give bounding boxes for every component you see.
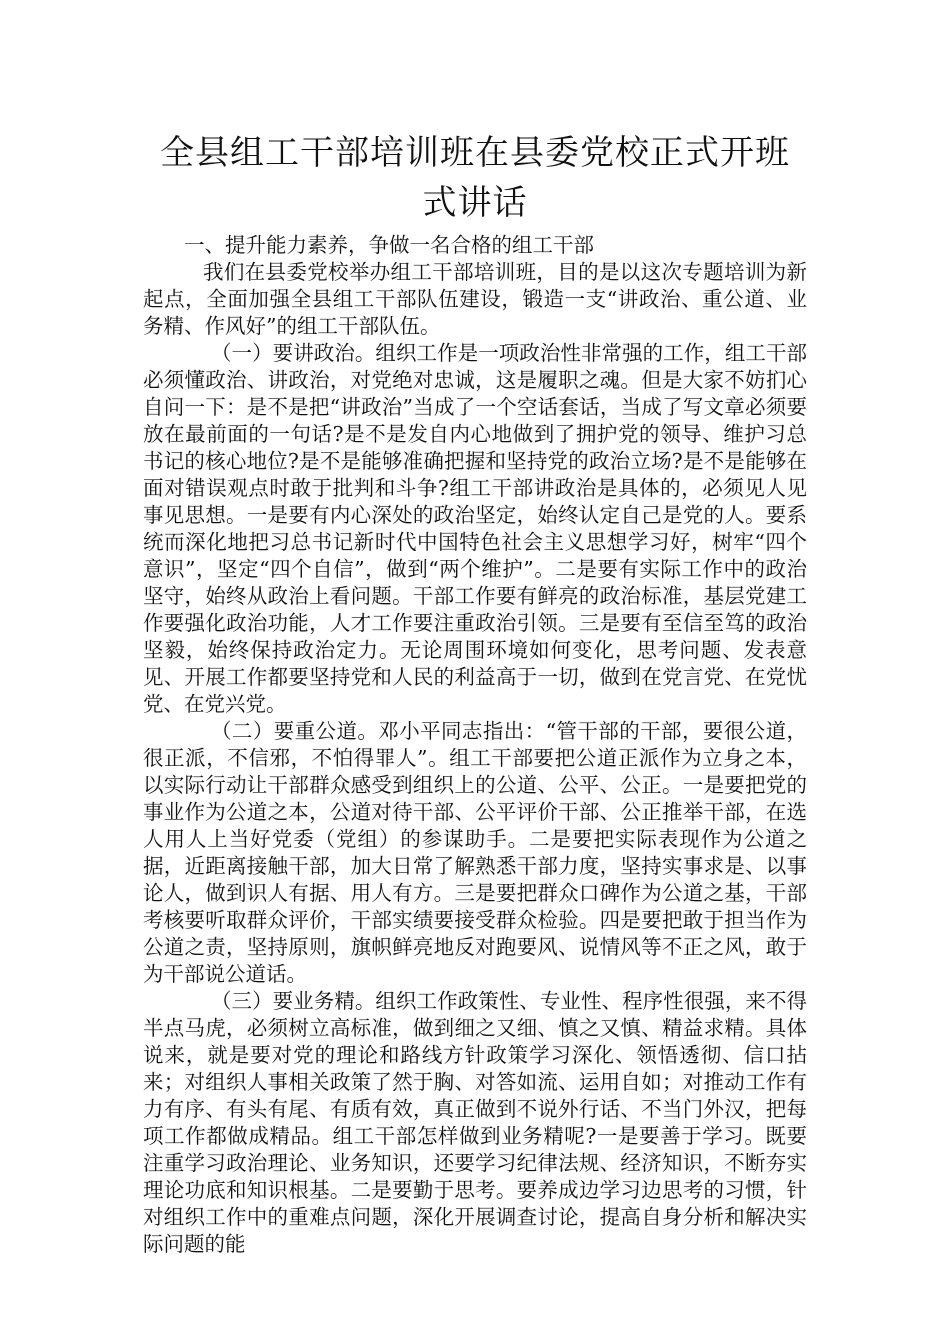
document-content	[143, 128, 807, 1258]
paragraph-intro: 我们在县委党校举办组工干部培训班，目的是以这次专题培训为新起点，全面加强全县组工干部队伍建设，锻造一支“讲政治、重公道、业务精、作风好”的组工干部队伍。	[143, 260, 807, 338]
document-title: 全县组工干部培训班在县委党校正式开班式讲话	[160, 133, 790, 223]
paragraph-fairness: （二）要重公道。邓小平同志指出：“管干部的干部，要很公道，很正派，不信邪，不怕得罪人”。组工干部要把公道正派作为立身之本，以实际行动让干部群众感受到组织上的公道、公平、公正。一是要把党的事业作为公道之本，公道对待干部、公平评价干部、公正推举干部，在选人用人上当好党委（党组）的参谋助手。二是要把实际表现作为公道之据，近距离接触干部，加大日常了解熟悉干部力度，坚持实事求是、以事论人，做到识人有据、用人有方。三是要把群众口碑作为公道之基，干部考核要听取群众评价，干部实绩要接受群众检验。四是要把敢于担当作为公道之责，坚持原则，旗帜鲜亮地反对跑要风、说情风等不正之风，敢于为干部说公道话。	[143, 719, 807, 986]
paragraph-politics: （一）要讲政治。组织工作是一项政治性非常强的工作，组工干部必须懂政治、讲政治，对党绝对忠诚，这是履职之魂。但是大家不妨扪心自问一下：是不是把“讲政治”当成了一个空话套话，当成了写文章必须要放在最前面的一句话?是不是发自内心地做到了拥护党的领导、维护习总书记的核心地位?是不是能够准确把握和坚持党的政治立场?是不是能够在面对错误观点时敢于批判和斗争?组工干部讲政治是具体的，必须见人见事见思想。一是要有内心深处的政治坚定，始终认定自己是党的人。要系统而深化地把习总书记新时代中国特色社会主义思想学习好，树牢“四个意识”，坚定“四个自信”，做到“两个维护”。二是要有实际工作中的政治坚守，始终从政治上看问题。干部工作要有鲜亮的政治标准，基层党建工作要强化政治功能，人才工作要注重政治引领。三是要有至信至笃的政治坚毅，始终保持政治定力。无论周围环境如何变化，思考问题、发表意见、开展工作都要坚持党和人民的利益高于一切，做到在党言党、在党忧党、在党兴党。	[143, 341, 807, 716]
section-heading: 一、提升能力素养，争做一名合格的组工干部	[184, 233, 594, 257]
paragraph-expertise: （三）要业务精。组织工作政策性、专业性、程序性很强，来不得半点马虎，必须树立高标准，做到细之又细、慎之又慎、精益求精。具体说来，就是要对党的理论和路线方针政策学习深化、领悟透彻、信口拈来；对组织人事相关政策了然于胸、对答如流、运用自如；对推动工作有力有序、有头有尾、有质有效，真正做到不说外行话、不当门外汉，把每项工作都做成精品。组工干部怎样做到业务精呢?一是要善于学习。既要注重学习政治理论、业务知识，还要学习纪律法规、经济知识，不断夯实理论功底和知识根基。二是要勤于思考。要养成边学习边思考的习惯，针对组织工作中的重难点问题，深化开展调查讨论，提高自身分析和解决实际问题的能	[143, 989, 807, 1256]
